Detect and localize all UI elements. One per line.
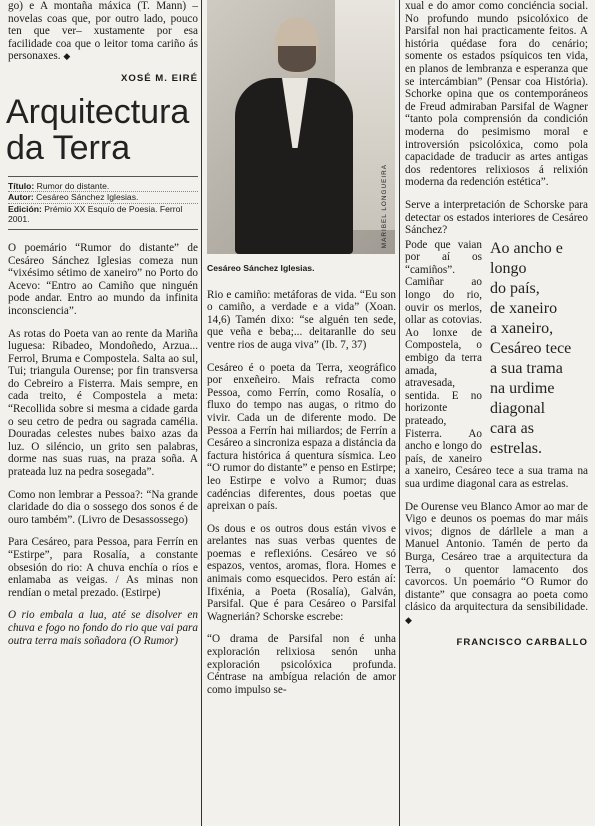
paragraph: xual e do amor como conciéncia social. No profundo mundo psicolóxico de Parsifal non hai practicamente feitos. A história quédase fora do cenário; somente os estados psíquicos ten vida, en planos de lembranza e esperanza que se intercámbian” (Pensar coa História). Schorke opina que os contemporáneos de Freud admiraban Parsifal de Wagner “tanto pola comprensión da condición moderna do pesimismo moral e introversión psicolóxica, como pola capacidade de traducir as artes antigas dos redentores relixiosos á relixión moderna da redención estética”. bbox=[405, 0, 588, 189]
column-1 bbox=[8, 0, 198, 657]
end-mark-icon: ◆ bbox=[405, 614, 412, 625]
info-title: Título: Rumor do distante. bbox=[8, 181, 198, 193]
photo-credit: MARIBEL LONGUEIRA bbox=[381, 163, 389, 248]
headline: Arquitectura da Terra bbox=[6, 92, 190, 167]
author-photo bbox=[207, 0, 395, 254]
column-rule bbox=[201, 0, 202, 826]
photo-caption: Cesáreo Sánchez Iglesias. bbox=[207, 263, 315, 273]
paragraph: Rio e camiño: metáforas de vida. “Eu son o camiño, a verdade e a vida” (Xoan. 14,6) Tamén dixo: “se alguén ten sede, que veña e beba;... deitaranlle do seu ventre rios de auga viva” (Ib. 7, 37) bbox=[207, 288, 396, 351]
paragraph: O rio embala a lua, até se disolver en chuva e fogo no fondo do rio que vai para outra terra mais soñadora (O Rumor) bbox=[8, 609, 198, 647]
paragraph: Pode que vaian por aí os “camiños”. Camiñar ao longo do rio, ouvir os merlos, ollar as cotovias. Ao lonxe de Compostela, o embigo da terra amada, atravesada, sentida. E no horizonte prateado, Fisterra. Ao ancho e longo do país, de xaneiro a xaneiro, Cesáreo tece a sua trama na sua urdime diagonal cara as estrelas. bbox=[405, 238, 588, 490]
column-rule bbox=[399, 0, 400, 826]
paragraph: Serve a interpretación de Schorske para detectar os estados interiores de Cesáreo Sánchez? bbox=[405, 198, 588, 237]
end-mark-icon: ◆ bbox=[63, 51, 71, 62]
column-3 bbox=[405, 0, 588, 655]
paragraph: “O drama de Parsifal non é unha exploración relixiosa senón unha exploración psicolóxica profunda. Céntrase na ambígua relación de amor como impulso se- bbox=[207, 633, 396, 696]
book-info-box bbox=[8, 176, 198, 230]
paragraph: De Ourense veu Blanco Amor ao mar de Vigo e deunos os poemas do mar máis vivos; dignos de dárllele a man a Manuel Antonio. Tamén de perto da Burga, Cesáreo trae a arquitectura da Terra, o quentor lamacento dos cavorcos. Un poemário “O Rumor do distante” que consagra ao poeta como clásico da arquitectura da sensibilidade. ◆ bbox=[405, 500, 588, 625]
paragraph: go) e A montaña máxica (T. Mann) –novelas coas que, por outro lado, pouco ten que ver– xustamente por esa facilidade coa que o leitor toma cariño ás personaxes. ◆ bbox=[8, 0, 198, 63]
signature: FRANCISCO CARBALLO bbox=[456, 636, 588, 648]
paragraph: Os dous e os outros dous están vivos e arelantes nas suas verbas quentes de poemas e reflexións. Cesáreo ve só espazos, ventos, aromas, flora. Homes e animais como esquecidos. Pero están aí: Ifixénia, a Poeta (Rosalía), Galván, Parsifal. Que é para Cesáreo o Parsifal Wagnerián? Schorske escrebe: bbox=[207, 522, 396, 623]
paragraph: Cesáreo é o poeta da Terra, xeográfico por enxeñeiro. Mais refracta como Pessoa, como Ferrín, como Rosalía, o fluxo do tempo nas augas, o ritmo do vivir. Cada un de diferente modo. De Pessoa a Ferrín hai miliardos; de Ferrín a Cesáreo a sincroniza espaza a distáncia da factura histórica á quentura sísmica. Leo “O rumor do distante” e penso en Estirpe; leo Estirpe e volvo a Rumor; duas cadéncias diferentes, dous poetas que apreixan o país. bbox=[207, 361, 396, 513]
info-edition: Edición: Prémio XX Esquío de Poesia. Ferrol 2001. bbox=[8, 203, 183, 225]
pull-quote: Ao ancho e longo do país, de xaneiro a xaneiro, Cesáreo tece a sua trama na urdime diagonal cara as estrelas. bbox=[490, 239, 572, 457]
column-2 bbox=[207, 0, 396, 706]
paragraph: Como non lembrar a Pessoa?: “Na grande claridade do dia o sossego dos sonos é de ouro também”. (Livro de Desassossego) bbox=[8, 488, 198, 526]
paragraph: Para Cesáreo, para Pessoa, para Ferrín en “Estirpe”, para Rosalía, a constante obsesión do rio: A chuva enchía o ríos e enlamaba as veigas. / As minas non rendían o metal prezado. (Estirpe) bbox=[8, 536, 198, 599]
info-author: Autor: Cesáreo Sánchez Iglesias. bbox=[8, 192, 198, 204]
paragraph: As rotas do Poeta van ao rente da Mariña luguesa: Ribadeo, Mondoñedo, Arzua... Ferrol, Bruma e Compostela. Salta ao sul, Tui; triangula Ourense; por fin transversa do Cebreiro a Fisterra. Mais sempre, en cada treito, é Compostela a meta: “Recollida sobre si mesma a cidade garda o seu cetro de pedra ou sagrada camélia. Douradas celestes nubes baixo azas da luz. O siléncio, un grito sen palabras, dorme nas suas ruas, na praza soña. A prateada luz na pedra sosegada”. bbox=[8, 327, 198, 479]
signature: XOSÉ M. EIRÉ bbox=[120, 72, 198, 84]
paragraph: O poemário “Rumor do distante” de Cesáreo Sánchez Iglesias comeza nun “vixésimo sétimo de xaneiro” no Porto do Acevo: “Entro ao Camiño que ninguén pode andar. Entro ao mundo da infinita inconsciencia”. bbox=[8, 241, 198, 317]
